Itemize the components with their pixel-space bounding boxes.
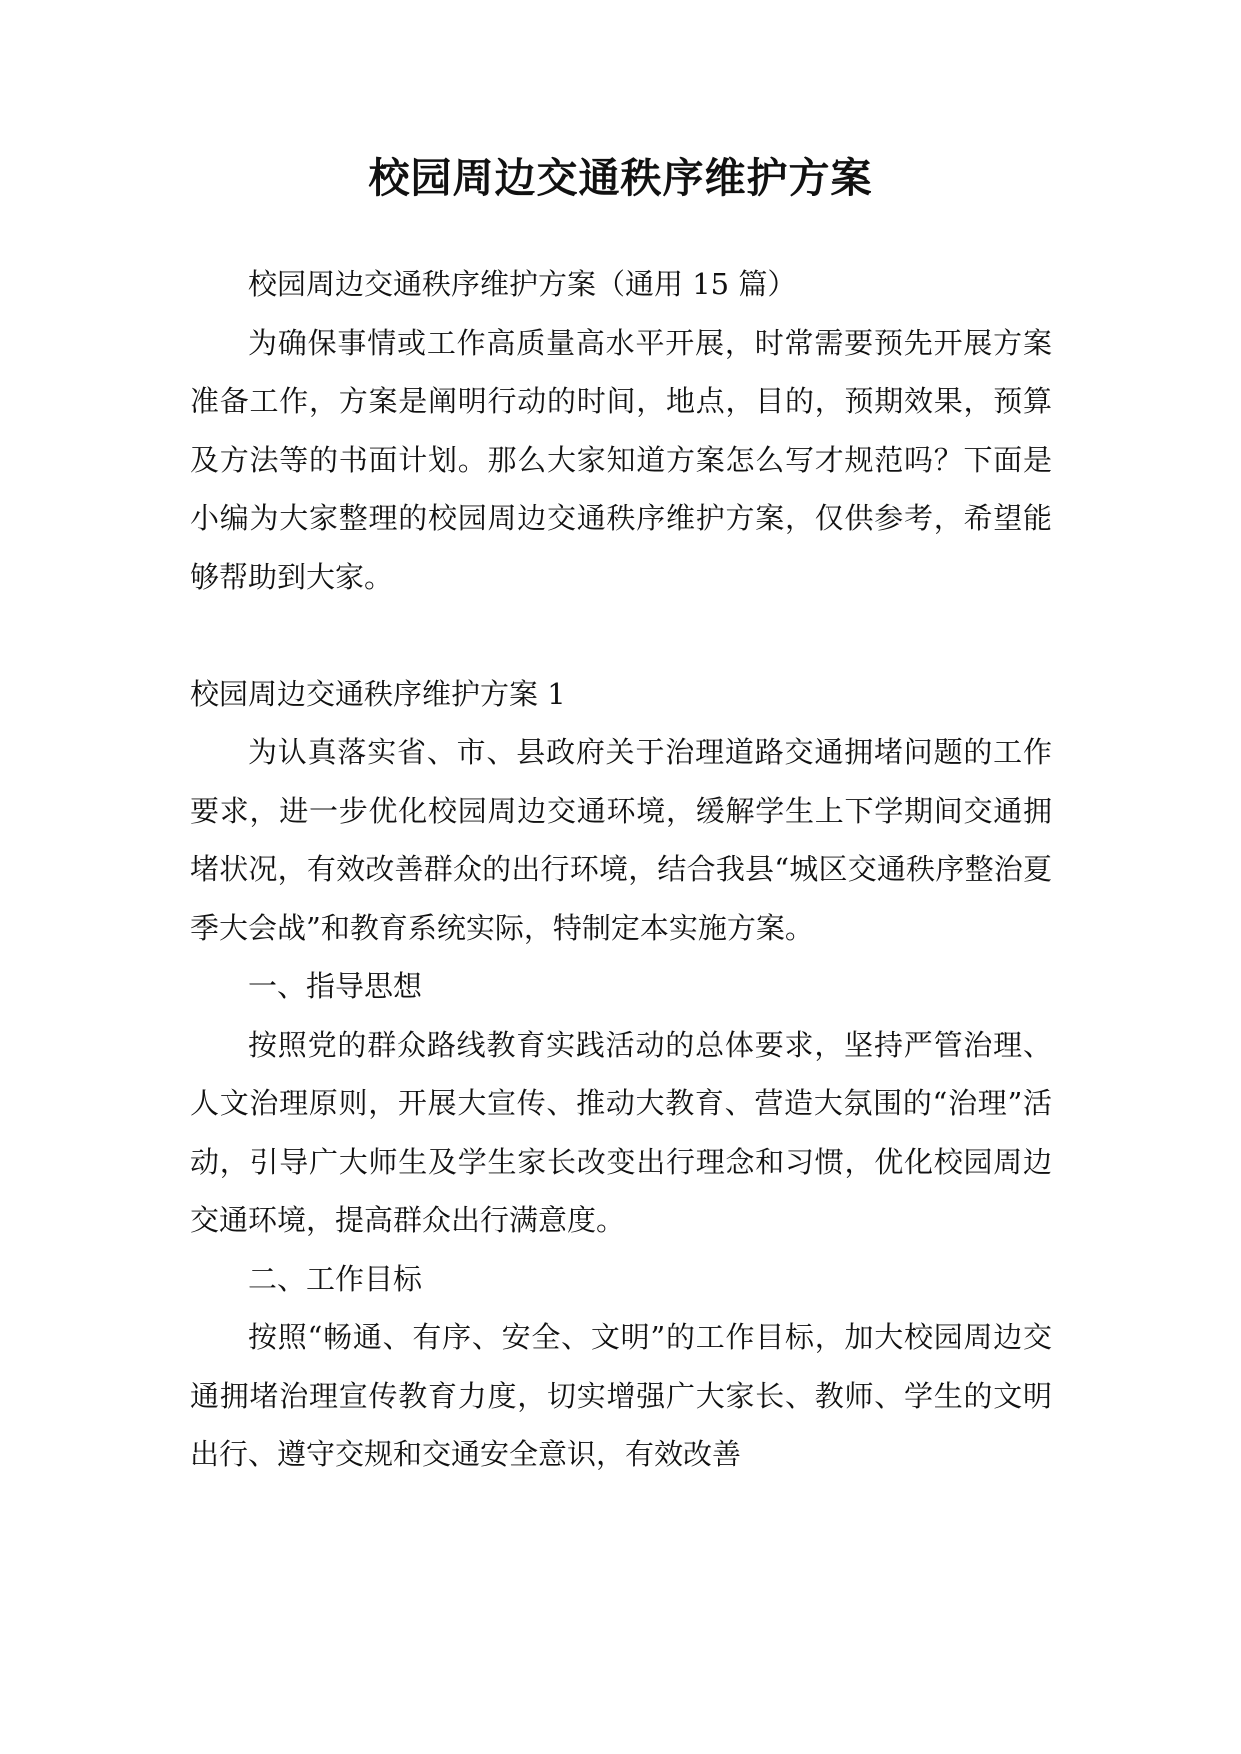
section-paragraph: 为认真落实省、市、县政府关于治理道路交通拥堵问题的工作要求，进一步优化校园周边交通环境，缓解学生上下学期间交通拥堵状况，有效改善群众的出行环境，结合我县“城区交通秩序整治夏季大会战”和教育系统实际，特制定本实施方案。 <box>190 735 1052 945</box>
section-heading: 校园周边交通秩序维护方案 1 <box>190 676 566 711</box>
document-body <box>190 255 1052 1484</box>
work-goals-paragraph: 按照“畅通、有序、安全、文明”的工作目标，加大校园周边交通拥堵治理宣传教育力度，切实增强广大家长、教师、学生的文明出行、遵守交规和交通安全意识，有效改善 <box>190 1320 1052 1471</box>
heading-guiding-thought: 一、指导思想 <box>248 969 423 1003</box>
heading-work-goals: 二、工作目标 <box>248 1261 423 1296</box>
guiding-thought-paragraph: 按照党的群众路线教育实践活动的总体要求，坚持严管治理、人文治理原则，开展大宣传、推动大教育、营造大氛围的“治理”活动，引导广大师生及学生家长改变出行理念和习惯，优化校园周边交通环境，提高群众出行满意度。 <box>190 1027 1052 1237</box>
subtitle-line: 校园周边交通秩序维护方案（通用 15 篇） <box>248 267 797 301</box>
document-title: 校园周边交通秩序维护方案 <box>368 154 873 202</box>
paragraph-gap <box>190 606 1052 665</box>
intro-paragraph: 为确保事情或工作高质量高水平开展，时常需要预先开展方案准备工作，方案是阐明行动的时间，地点，目的，预期效果，预算及方法等的书面计划。那么大家知道方案怎么写才规范吗？下面是小编为大家整理的校园周边交通秩序维护方案，仅供参考，希望能够帮助到大家。 <box>190 325 1052 594</box>
